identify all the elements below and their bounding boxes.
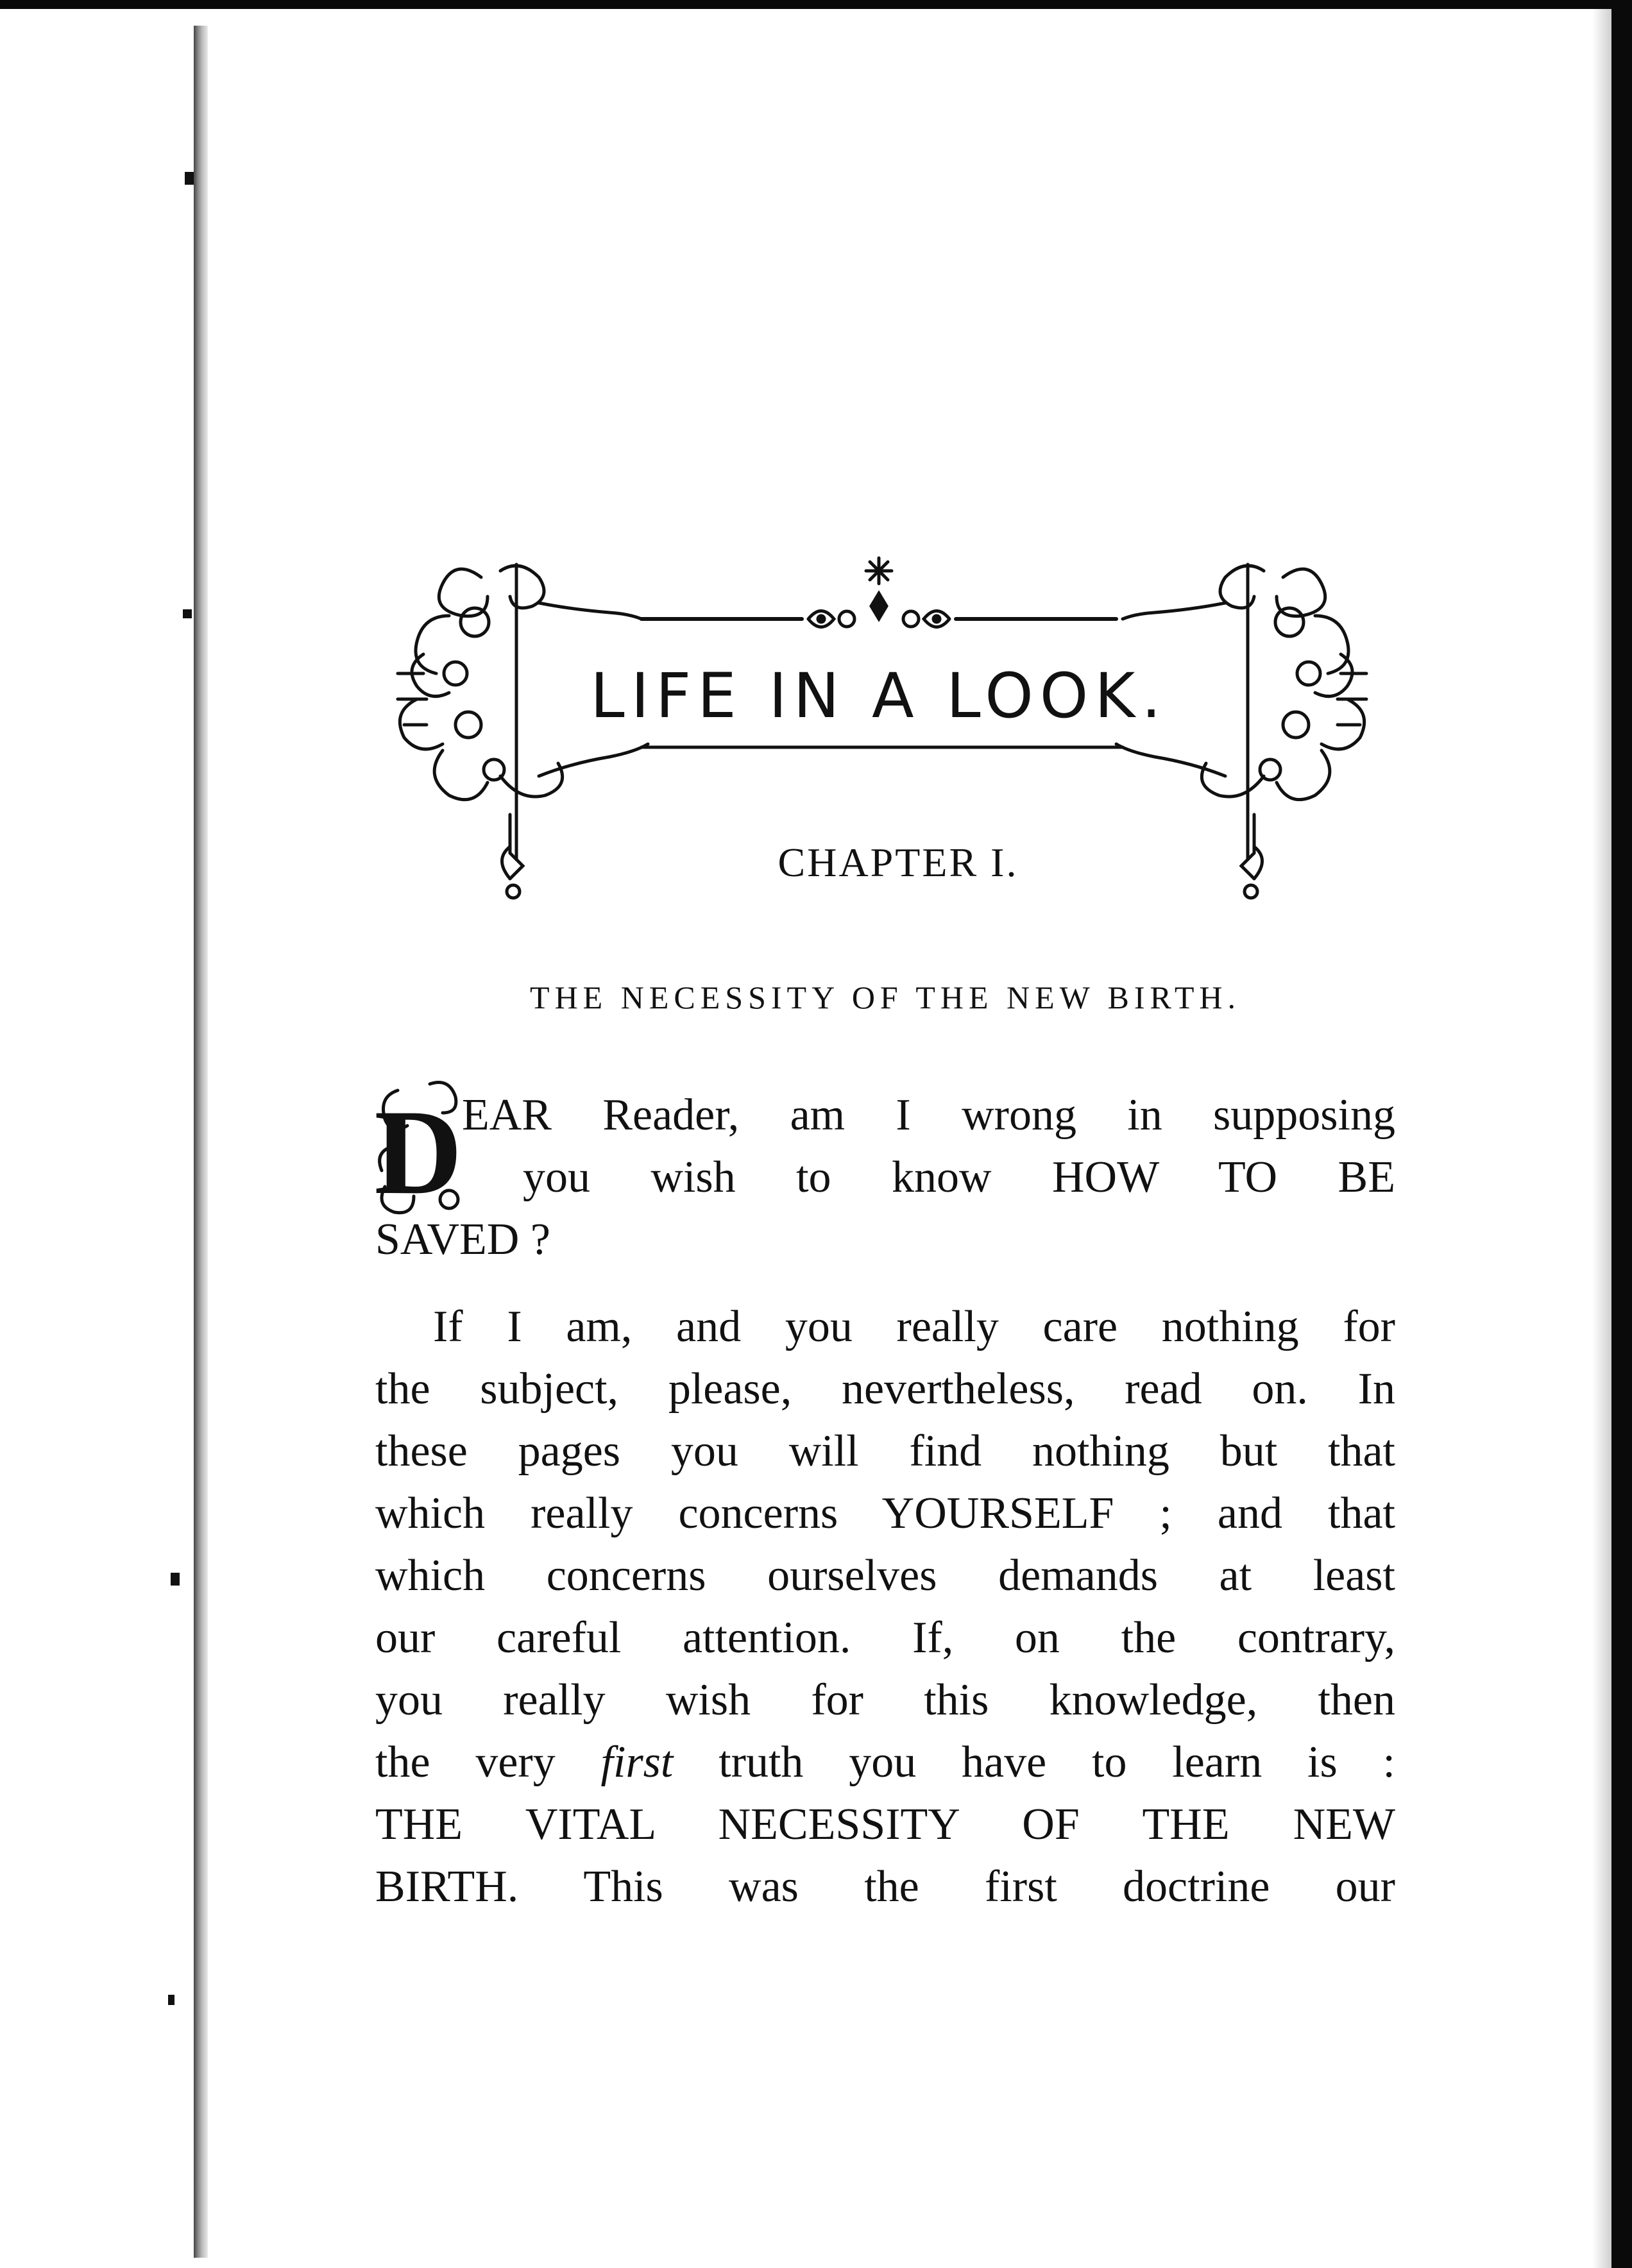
spine-mark	[168, 1995, 174, 2005]
spine-mark	[171, 1573, 180, 1586]
scan-right-shadow	[1592, 9, 1611, 2268]
text-line: SAVED ?	[375, 1215, 550, 1264]
text-line: If I am, and you really care nothing for	[433, 1302, 1395, 1351]
drop-cap-letter: D	[374, 1085, 463, 1219]
text-fragment: truth you have to learn is :	[673, 1738, 1395, 1787]
text-fragment: the very	[375, 1738, 601, 1787]
text-line: you really wish for this knowledge, then	[375, 1675, 1395, 1725]
text-line: BIRTH. This was the first doctrine our	[375, 1862, 1395, 1911]
emphasized-word: first	[600, 1738, 674, 1787]
book-title: LIFE IN A LOOK.	[590, 660, 1168, 732]
page-spine-shadow	[194, 26, 208, 2258]
spine-mark	[183, 609, 192, 618]
text-line-with-emphasis	[375, 1731, 1395, 1793]
text-line: these pages you will find nothing but that	[375, 1426, 1395, 1476]
text-line: which concerns ourselves demands at least	[375, 1551, 1395, 1600]
text-line: the subject, please, nevertheless, read on. In	[375, 1364, 1395, 1414]
text-line: our careful attention. If, on the contrary,	[375, 1613, 1395, 1663]
spine-mark	[185, 172, 194, 185]
text-line: EAR Reader, am I wrong in supposing	[462, 1090, 1395, 1140]
chapter-label: CHAPTER I.	[778, 840, 1019, 885]
text-line: THE VITAL NECESSITY OF THE NEW	[375, 1800, 1395, 1849]
scan-left-gutter	[0, 0, 192, 2268]
paragraph-2	[375, 1296, 1395, 1918]
paragraph-1	[375, 1084, 1395, 1271]
scan-right-edge	[1611, 0, 1632, 2268]
text-line: you wish to know HOW TO BE	[523, 1153, 1395, 1202]
scan-top-edge	[0, 0, 1632, 9]
chapter-subtitle: THE NECESSITY OF THE NEW BIRTH.	[530, 979, 1241, 1015]
text-line: which really concerns YOURSELF ; and that	[375, 1489, 1395, 1538]
